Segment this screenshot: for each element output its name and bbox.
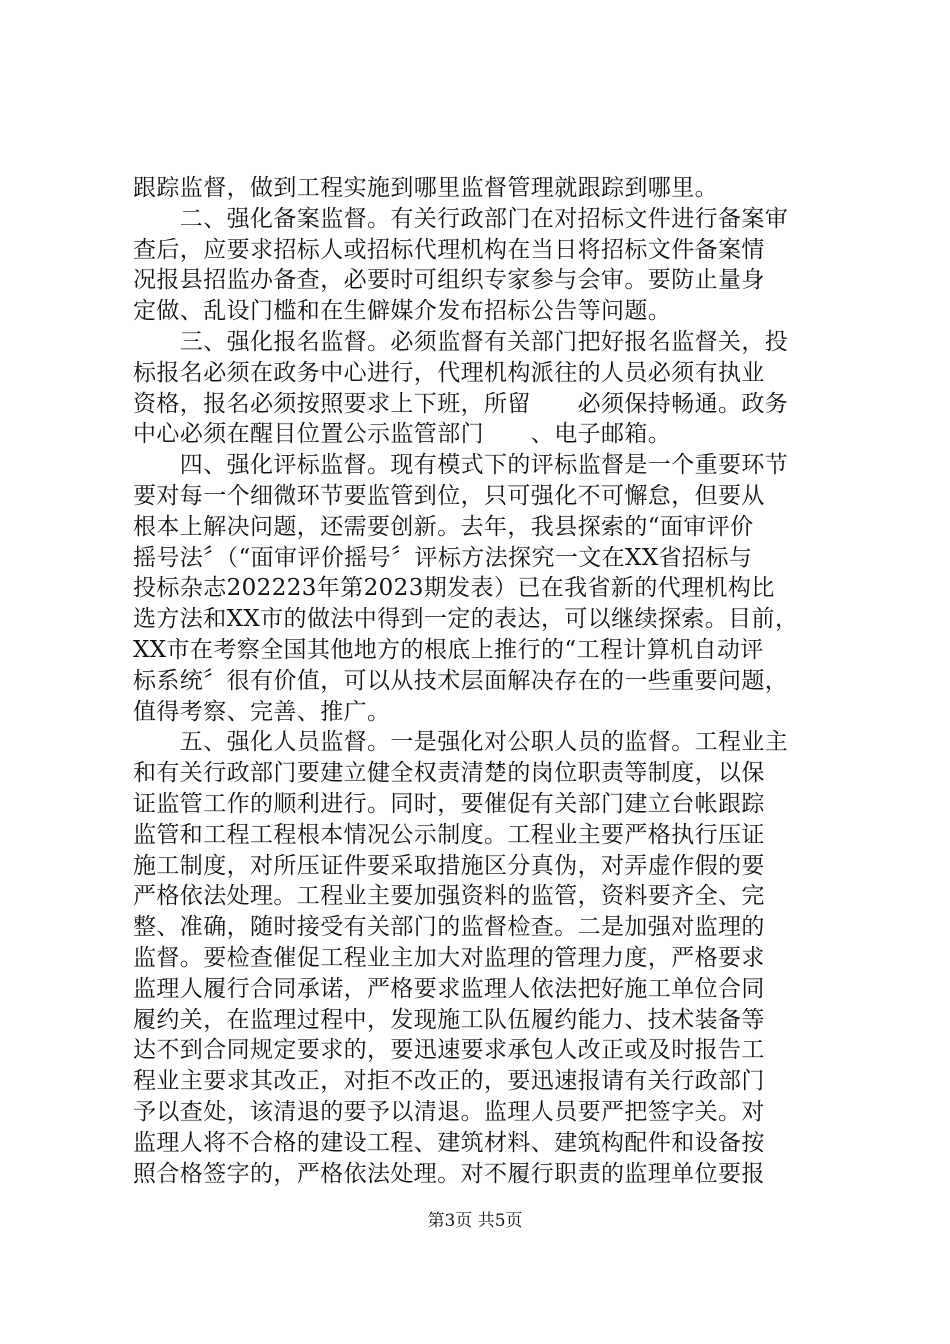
text-line: 况报县招监办备查，必要时可组织专家参与会审。要防止量身 [133,267,765,294]
text-line: 根本上解决问题，还需要创新。去年，我县探索的“面审评价 [133,513,754,540]
text-line: XX市在考察全国其他地方的根底上推行的“工程计算机自动评 [133,636,764,663]
text-line: 资格，报名必须按照要求上下班，所留 必须保持畅通。政务 [133,390,789,417]
text-line: 摇号法〞（“面审评价摇号〞评标方法探究一文在XX省招标与 [133,544,753,571]
text-line: 照合格签字的，严格依法处理。对不履行职责的监理单位要报 [133,1160,765,1187]
text-line: 和有关行政部门要建立健全权责清楚的岗位职责等制度，以保 [133,760,765,787]
text-line: 监管和工程工程根本情况公示制度。工程业主要严格执行压证 [133,821,765,848]
text-line: 监督。要检查催促工程业主加大对监理的管理力度，严格要求 [133,944,765,971]
text-line: 选方法和XX市的做法中得到一定的表达，可以继续探索。目前， [133,606,799,633]
text-line: 查后，应要求招标人或招标代理机构在当日将招标文件备案情 [133,236,765,263]
text-line: 程业主要求其改正，对拒不改正的，要迅速报请有关行政部门 [133,1068,765,1095]
text-line: 二、强化备案监督。有关行政部门在对招标文件进行备案审 [133,205,789,232]
text-line: 严格依法处理。工程业主要加强资料的监管，资料要齐全、完 [133,883,765,910]
text-line: 标系统〞很有价值，可以从技术层面解决存在的一些重要问题， [133,667,789,694]
text-line: 整、准确，随时接受有关部门的监督检查。二是加强对监理的 [133,914,765,941]
text-line: 予以查处，该清退的要予以清退。监理人员要严把签字关。对 [133,1098,765,1125]
text-line: 四、强化评标监督。现有模式下的评标监督是一个重要环节 [133,452,789,479]
text-line: 证监管工作的顺利进行。同时，要催促有关部门建立台帐跟踪 [133,790,765,817]
text-line: 施工制度，对所压证件要采取措施区分真伪，对弄虚作假的要 [133,852,765,879]
text-line: 要对每一个细微环节要监管到位，只可强化不可懈怠，但要从 [133,482,765,509]
document-body [133,173,833,1189]
page-number-footer: 第3页 共5页 [427,1211,523,1231]
text-line: 投标杂志202223年第2023期发表）已在我省新的代理机构比 [133,575,775,602]
text-line: 监理人将不合格的建设工程、建筑材料、建筑构配件和设备按 [133,1129,765,1156]
text-line: 跟踪监督，做到工程实施到哪里监督管理就跟踪到哪里。 [133,175,718,201]
text-line: 三、强化报名监督。必须监督有关部门把好报名监督关，投 [133,328,789,355]
text-line: 监理人履行合同承诺，严格要求监理人依法把好施工单位合同 [133,975,765,1002]
text-line: 履约关，在监理过程中，发现施工队伍履约能力、技术装备等 [133,1006,765,1033]
text-line: 标报名必须在政务中心进行，代理机构派往的人员必须有执业 [133,359,765,386]
text-line: 中心必须在醒目位置公示监管部门 、电子邮箱。 [133,421,672,448]
text-line: 值得考察、完善、推广。 [133,698,391,725]
text-line: 达不到合同规定要求的，要迅速要求承包人改正或及时报告工 [133,1037,765,1064]
text-line: 五、强化人员监督。一是强化对公职人员的监督。工程业主 [133,729,789,756]
text-line: 定做、乱设门槛和在生僻媒介发布招标公告等问题。 [133,298,672,325]
